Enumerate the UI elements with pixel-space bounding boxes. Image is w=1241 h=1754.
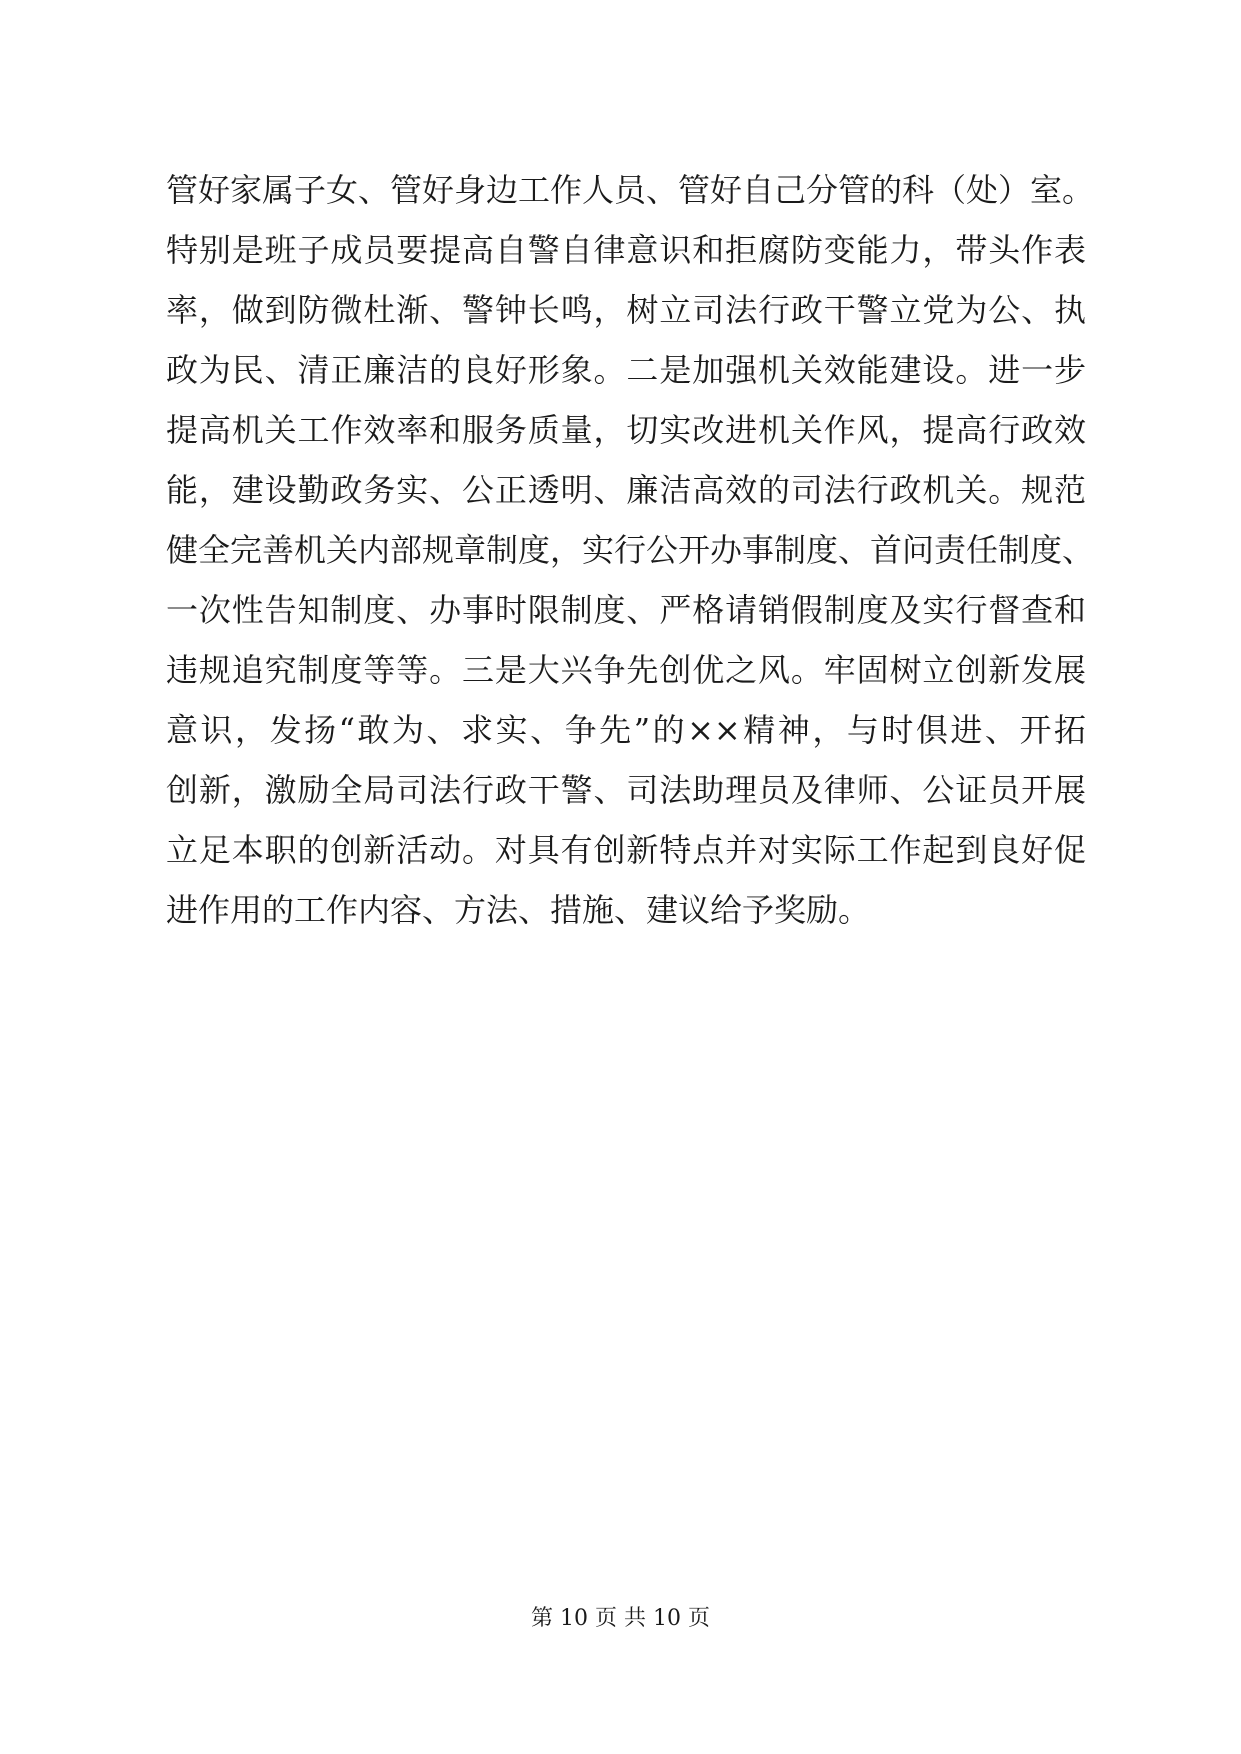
text-line: 特别是班子成员要提高自警自律意识和拒腐防变能力，带头作表 (166, 231, 1086, 269)
text-line: 健全完善机关内部规章制度，实行公开办事制度、首问责任制度、 (166, 531, 1095, 569)
text-line: 提高机关工作效率和服务质量，切实改进机关作风，提高行政效 (166, 411, 1086, 449)
text-line: 创新，激励全局司法行政干警、司法助理员及律师、公证员开展 (166, 771, 1086, 809)
text-line: 率，做到防微杜渐、警钟长鸣，树立司法行政干警立党为公、执 (166, 291, 1086, 329)
body-paragraph (166, 160, 1095, 940)
page-number: 第 10 页 共 10 页 (531, 1606, 710, 1631)
text-line: 一次性告知制度、办事时限制度、严格请销假制度及实行督查和 (166, 591, 1086, 629)
text-line: 政为民、清正廉洁的良好形象。二是加强机关效能建设。进一步 (166, 351, 1086, 389)
text-line: 能，建设勤政务实、公正透明、廉洁高效的司法行政机关。规范 (166, 471, 1086, 509)
text-line: 管好家属子女、管好身边工作人员、管好自己分管的科（处）室。 (166, 171, 1095, 209)
text-line: 意识，发扬“敢为、求实、争先”的××精神，与时俱进、开拓 (166, 711, 1086, 749)
text-line: 立足本职的创新活动。对具有创新特点并对实际工作起到良好促 (166, 831, 1086, 869)
text-line: 违规追究制度等等。三是大兴争先创优之风。牢固树立创新发展 (166, 651, 1086, 689)
text-line: 进作用的工作内容、方法、措施、建议给予奖励。 (166, 891, 871, 929)
